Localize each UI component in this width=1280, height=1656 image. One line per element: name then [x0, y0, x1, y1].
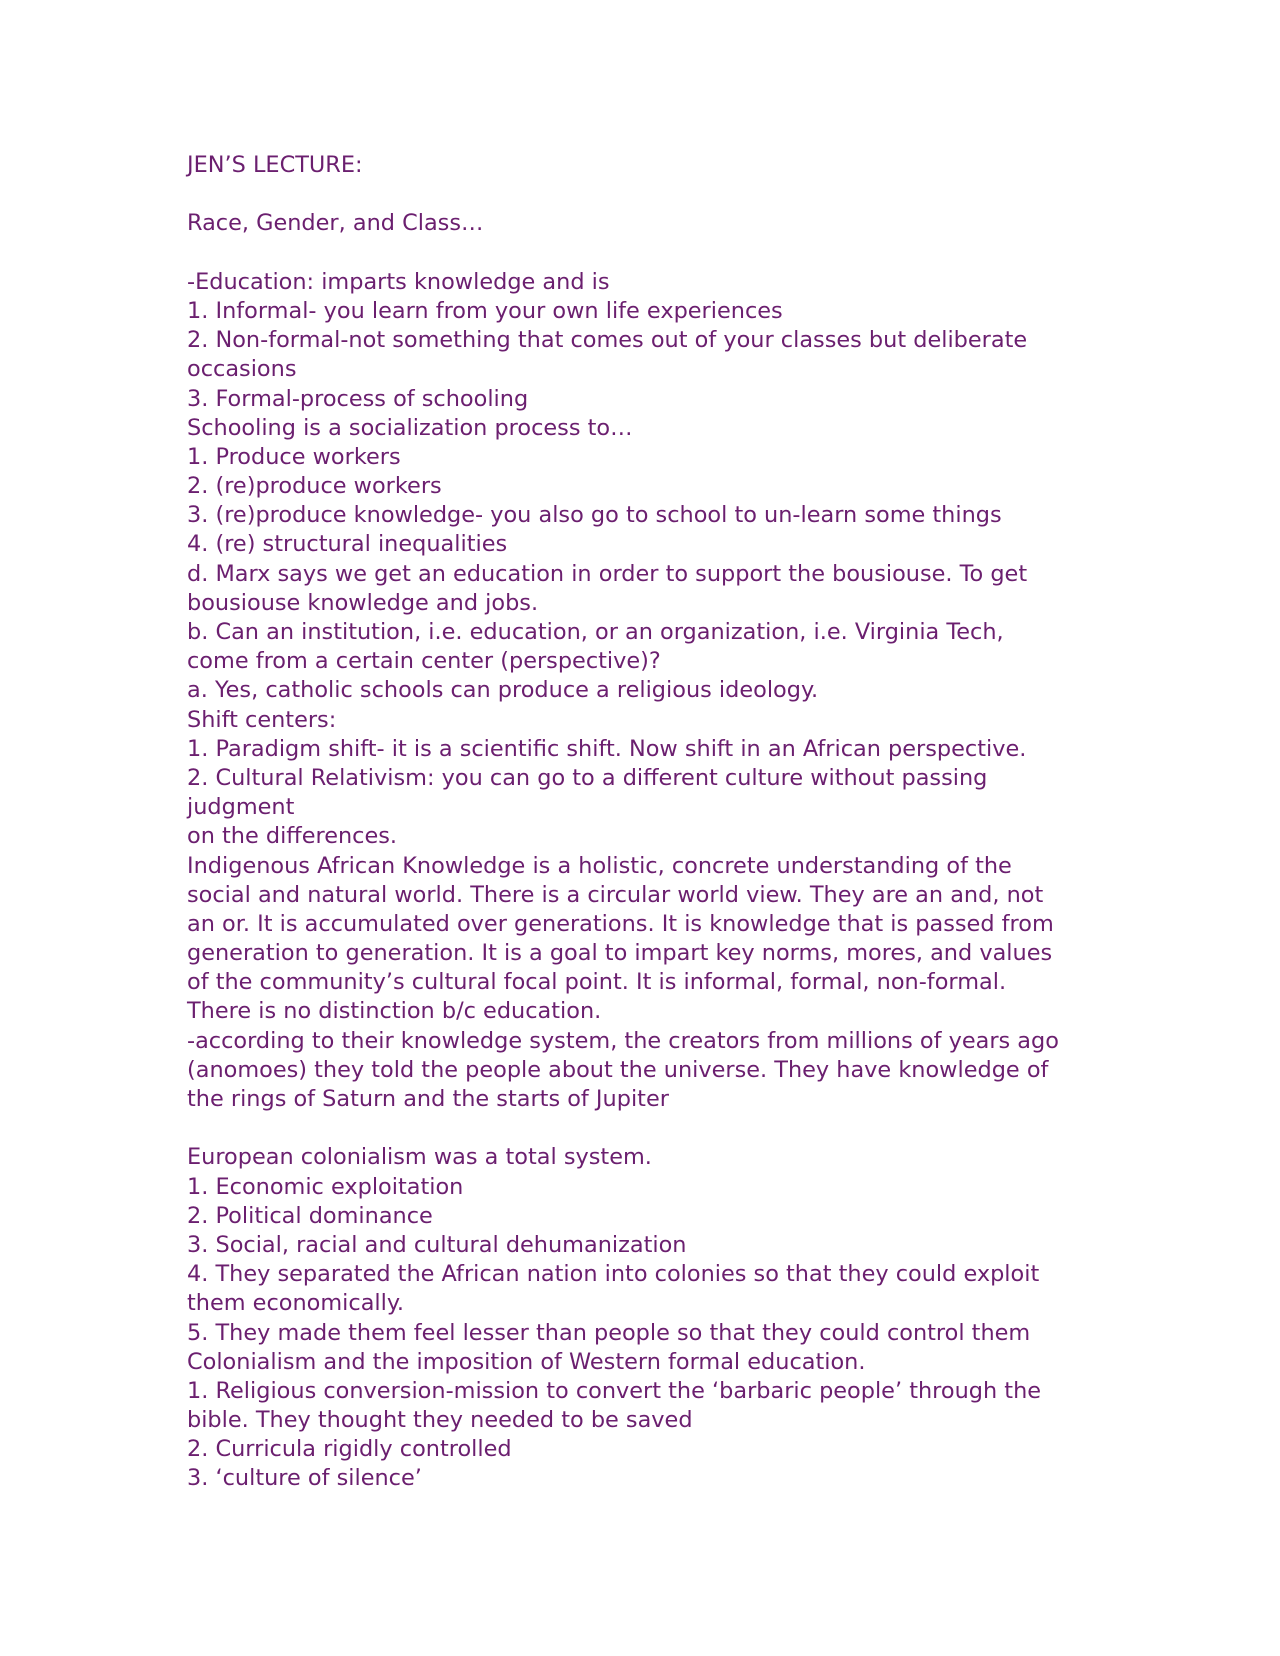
- note-line: 1. Economic exploitation: [187, 1173, 464, 1200]
- note-line: social and natural world. There is a circular world view. They are an and, not: [187, 881, 1044, 908]
- note-line: b. Can an institution, i.e. education, or an organization, i.e. Virginia Tech,: [187, 619, 1004, 645]
- blank-line: [187, 180, 1087, 209]
- note-line: of the community’s cultural focal point. It is informal, formal, non-formal.: [187, 969, 1007, 996]
- note-line: 4. They separated the African nation into colonies so that they could exploit: [187, 1261, 1040, 1288]
- note-line: 5. They made them feel lesser than people so that they could control them: [187, 1319, 1031, 1346]
- note-line: an or. It is accumulated over generations. It is knowledge that is passed from: [187, 910, 1054, 937]
- note-line: come from a certain center (perspective)?: [187, 648, 661, 675]
- colonialism-section: [187, 1143, 1087, 1493]
- note-line: occasions: [187, 356, 297, 383]
- note-line: d. Marx says we get an education in order to support the bousiouse. To get: [187, 560, 1028, 587]
- note-line: 2. Curricula rigidly controlled: [187, 1436, 512, 1463]
- note-line: them economically.: [187, 1290, 405, 1317]
- note-line: bousiouse knowledge and jobs.: [187, 589, 539, 616]
- note-line: 2. Cultural Relativism: you can go to a different culture without passing: [187, 764, 988, 791]
- note-line: the rings of Saturn and the starts of Jupiter: [187, 1086, 669, 1112]
- note-line: European colonialism was a total system.: [187, 1144, 652, 1171]
- lecture-notes: [187, 151, 1087, 1494]
- note-line: 1. Paradigm shift- it is a scientific shift. Now shift in an African perspective.: [187, 735, 1027, 762]
- note-line: 1. Produce workers: [187, 443, 401, 470]
- note-line: on the differences.: [187, 823, 398, 850]
- note-line: Shift centers:: [187, 706, 337, 733]
- blank-line: [187, 239, 1087, 268]
- note-line: Schooling is a socialization process to…: [187, 414, 633, 441]
- note-line: -according to their knowledge system, the creators from millions of years ago: [187, 1027, 1059, 1054]
- note-line: 2. (re)produce workers: [187, 473, 442, 500]
- note-line: a. Yes, catholic schools can produce a religious ideology.: [187, 677, 819, 704]
- note-line: bible. They thought they needed to be saved: [187, 1407, 693, 1434]
- note-line: judgment: [187, 794, 295, 821]
- note-line: (anomoes) they told the people about the universe. They have knowledge of: [187, 1056, 1049, 1083]
- note-line: 3. (re)produce knowledge- you also go to school to un-learn some things: [187, 502, 1002, 529]
- note-line: There is no distinction b/c education.: [187, 998, 602, 1025]
- lecture-heading: JEN’S LECTURE:: [187, 152, 363, 178]
- blank-line: [187, 1114, 1087, 1143]
- note-line: 3. ‘culture of silence’: [187, 1465, 422, 1492]
- note-line: 3. Formal-process of schooling: [187, 385, 529, 412]
- note-line: generation to generation. It is a goal to impart key norms, mores, and values: [187, 940, 1053, 967]
- note-line: 2. Non-formal-not something that comes out of your classes but deliberate: [187, 327, 1028, 354]
- education-section: [187, 268, 1087, 1114]
- lecture-subtitle: Race, Gender, and Class…: [187, 210, 484, 237]
- note-line: 4. (re) structural inequalities: [187, 531, 508, 558]
- note-line: Indigenous African Knowledge is a holistic, concrete understanding of the: [187, 852, 1012, 879]
- note-line: 2. Political dominance: [187, 1202, 433, 1229]
- note-line: 3. Social, racial and cultural dehumanization: [187, 1231, 687, 1258]
- note-line: 1. Informal- you learn from your own life experiences: [187, 297, 783, 324]
- note-line: Colonialism and the imposition of Western formal education.: [187, 1348, 866, 1375]
- note-line: 1. Religious conversion-mission to convert the ‘barbaric people’ through the: [187, 1377, 1042, 1404]
- note-line: -Education: imparts knowledge and is: [187, 268, 610, 295]
